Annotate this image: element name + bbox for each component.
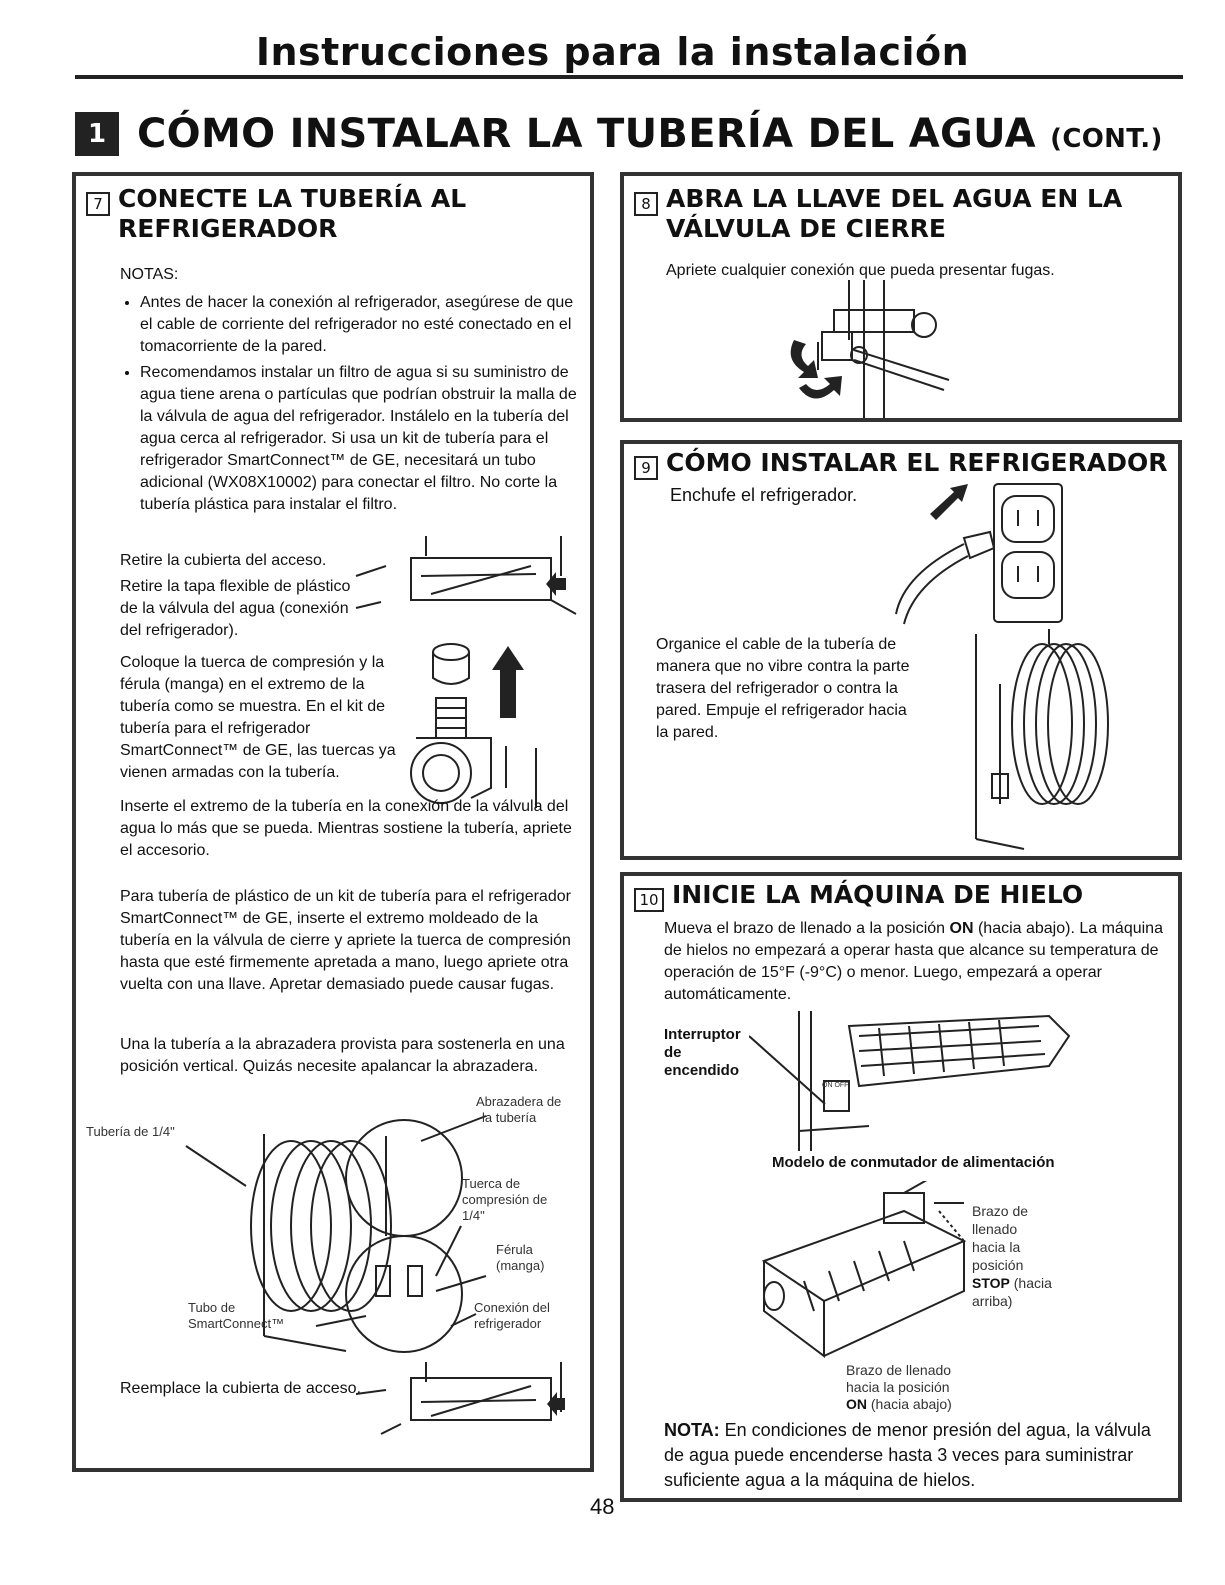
- step7-panel: [72, 172, 594, 1472]
- step7-title-line1: CONECTE LA TUBERÍA AL: [118, 184, 467, 213]
- access-cover-illustration: [351, 536, 581, 636]
- valve-connection-illustration: [396, 638, 566, 818]
- compression-nut-label: Tuerca de compresión de 1/4": [462, 1176, 548, 1223]
- refrigerator-tubing-illustration: [964, 624, 1179, 854]
- step7-heading: [86, 184, 466, 244]
- step7-notes: [120, 264, 580, 520]
- step10-panel: [620, 872, 1182, 1502]
- step7-title-line2: REFRIGERADOR: [118, 214, 338, 243]
- clamp-label: Abrazadera de la tubería: [476, 1094, 562, 1125]
- step7-number: 7: [86, 192, 110, 216]
- power-model-caption: Modelo de conmutador de alimentación: [772, 1154, 1055, 1171]
- step10-number: 10: [634, 888, 664, 912]
- insert-end-text: Inserte el extremo de la tubería en la conexión de la válvula del agua lo más que se pueda. Mientras sostiene la tubería, apriete el accesorio.: [120, 798, 572, 859]
- step8-title-line1: ABRA LA LLAVE DEL AGUA EN LA: [666, 184, 1123, 213]
- section-number-badge: 1: [75, 112, 119, 156]
- step9-number: 9: [634, 456, 658, 480]
- step8-number: 8: [634, 192, 658, 216]
- step10-title: INICIE LA MÁQUINA DE HIELO: [672, 880, 1084, 909]
- page-title: Instrucciones para la instalación: [255, 30, 970, 74]
- refrigerator-connection-label: Conexión del refrigerador: [474, 1300, 550, 1331]
- clamp-text: Una la tubería a la abrazadera provista para sostenerla en una posición vertical. Quizás necesite apalancar la abrazadera.: [120, 1036, 565, 1075]
- arm-down-label: Brazo de llenado hacia la posición ON (hacia abajo): [846, 1362, 952, 1412]
- step10-note: NOTA: En condiciones de menor presión del agua, la válvula de agua puede encenderse hasta 3 veces para suministrar suficiente agua a la máquina de hielos.: [664, 1420, 1151, 1490]
- power-switch-label: Interruptor de encendido: [664, 1026, 741, 1079]
- replace-cover-illustration: [351, 1362, 581, 1442]
- arm-up-label: Brazo de llenado hacia la posición STOP (hacia arriba): [972, 1203, 1052, 1309]
- outlet-plug-illustration: [894, 474, 1084, 634]
- switch-on-off-labels: ON OFF: [822, 1082, 849, 1089]
- step8-heading: [634, 184, 1122, 244]
- section-heading: [75, 106, 1163, 162]
- step9-title: CÓMO INSTALAR EL REFRIGERADOR: [666, 448, 1168, 477]
- section-title-suffix: (CONT.): [1050, 124, 1163, 154]
- smartconnect-label: Tubo de SmartConnect™: [188, 1300, 285, 1331]
- title-rule: [75, 75, 1183, 79]
- plastic-tubing-text: Para tubería de plástico de un kit de tubería para el refrigerador SmartConnect™ de GE, inserte el extremo moldeado de la tubería en la válvula de cierre y apriete la tuerca de compresión hasta que esté firmemente apretada a mano, luego apriete otra vuelta con una llave. Apretar demasiado puede causar fugas.: [120, 888, 571, 993]
- icemaker-illustration: [734, 1181, 974, 1361]
- step9-text: Enchufe el refrigerador.: [670, 485, 858, 505]
- ferrule-label: Férula (manga): [496, 1242, 545, 1273]
- note-bullet: • Recomendamos instalar un filtro de agua si su suministro de agua tiene arena o partículas que podrían obstruir la malla de la válvula de agua del refrigerador. Instálelo en la tubería del agua cerca al refrigerador. Si usa un kit de tubería para el refrigerador SmartConnect™ de GE, necesitará un tubo adicional (WX08X10002) para conectar el filtro. No corte la tubería plástica para instalar el filtro.: [140, 362, 580, 516]
- notes-label: NOTAS:: [120, 266, 179, 283]
- step8-title-line2: VÁLVULA DE CIERRE: [666, 214, 946, 243]
- step9-panel: [620, 440, 1182, 860]
- tubing-label: Tubería de 1/4": [86, 1124, 175, 1139]
- step10-heading: [634, 880, 1083, 912]
- page-number: 48: [590, 1494, 615, 1519]
- note-bullet: • Antes de hacer la conexión al refrigerador, asegúrese de que el cable de corriente del refrigerador no esté conectado en el tomacorriente de la pared.: [140, 292, 580, 358]
- shutoff-valve-illustration: [774, 280, 994, 420]
- step10-text: Mueva el brazo de llenado a la posición ON (hacia abajo). La máquina de hielos no empezará a operar hasta que alcance su temperatura de operación de 15°F (-9°C) o menor. Luego, empezará a operar automáticamente.: [664, 920, 1163, 1003]
- section-title: CÓMO INSTALAR LA TUBERÍA DEL AGUA (CONT.): [137, 111, 1163, 157]
- place-nut-text: Coloque la tuerca de compresión y la férula (manga) en el extremo de la tubería como se muestra. En el kit de tubería para el refrigerador SmartConnect™ de GE, las tuercas ya vienen armadas con la tubería.: [120, 654, 396, 781]
- remove-cap-text: Retire la tapa flexible de plástico de la válvula del agua (conexión del refrigerador).: [120, 578, 351, 639]
- replace-cover-text: Reemplace la cubierta de acceso.: [120, 1380, 362, 1397]
- step8-panel: [620, 172, 1182, 422]
- remove-cover-text: Retire la cubierta del acceso.: [120, 552, 327, 569]
- step8-text: Apriete cualquier conexión que pueda presentar fugas.: [666, 262, 1055, 279]
- power-switch-illustration: [749, 1006, 1079, 1156]
- step9-cord-text: Organice el cable de la tubería de manera que no vibre contra la parte trasera del refrigerador o contra la pared. Empuje el refrigerador hacia la pared.: [656, 636, 910, 741]
- notes-list: [120, 292, 580, 516]
